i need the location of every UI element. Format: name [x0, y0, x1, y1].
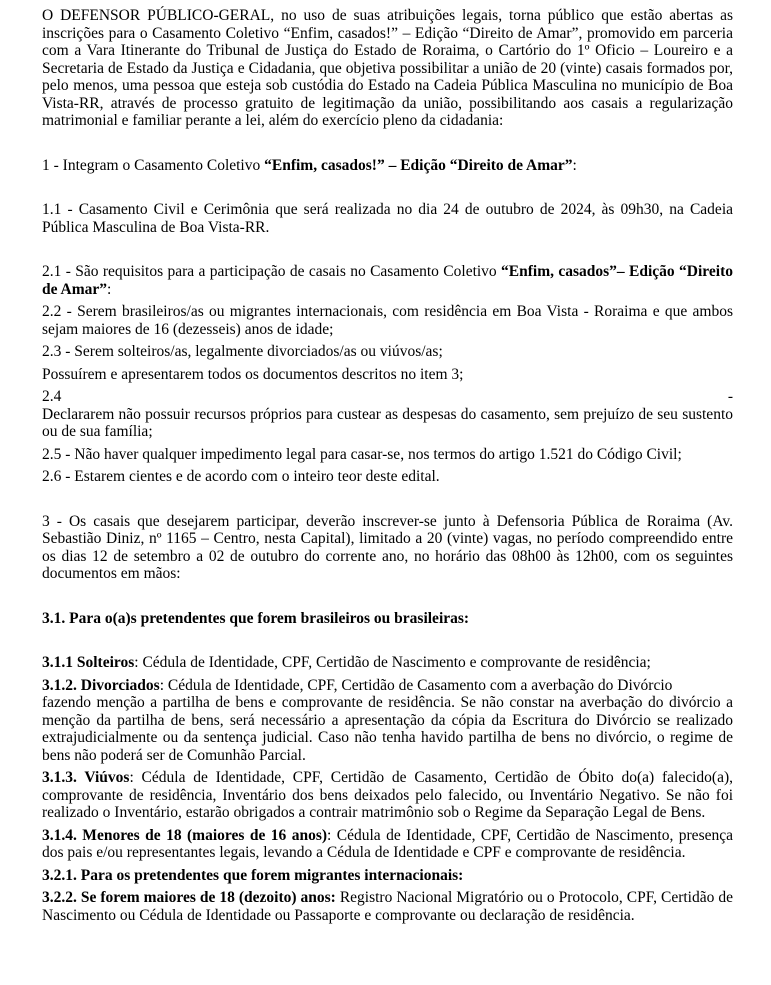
heading-3-1: 3.1. Para o(a)s pretendentes que forem brasileiros ou brasileiras:: [42, 609, 470, 627]
heading-3-2-1: 3.2.1. Para os pretendentes que forem migrantes internacionais:: [42, 866, 464, 884]
item-2-4-number-line-left: 2.4: [42, 388, 62, 405]
item-2-3-possuirem: Possuírem e apresentarem todos os documentos descritos no item 3;: [42, 365, 464, 383]
item-2-6: 2.6 - Estarem cientes e de acordo com o inteiro teor deste edital.: [42, 468, 440, 485]
item-2-5: 2.5 - Não haver qualquer impedimento legal para casar-se, nos termos do artigo 1.521 do Código Civil;: [42, 445, 682, 463]
item-2-3: 2.3 - Serem solteiros/as, legalmente divorciados/as ou viúvos/as;: [42, 343, 443, 360]
item-3-1-3: 3.1.3. Viúvos: Cédula de Identidade, CPF, Certidão de Casamento, Certidão de Óbito do(a) falecido(a), comprovante de residência, Inventário dos bens deixados pelo falecido, ou Inventário Negativo. Se não foi realizado o Inventário, estarão obrigados a contrair matrimônio sob o Regime da Separação Legal de Bens.: [42, 769, 733, 821]
item-3-2-2: 3.2.2. Se forem maiores de 18 (dezoito) anos: Registro Nacional Migratório ou o Protocolo, CPF, Certidão de Nascimento ou Cédula de Identidade ou Passaporte e comprovante ou declaração de residência.: [42, 889, 733, 924]
item-2-4-text: Declararem não possuir recursos próprios para custear as despesas do casamento, sem prejuízo de seu sustento ou de sua família;: [42, 405, 733, 440]
item-3-1-2: 3.1.2. Divorciados: Cédula de Identidade, CPF, Certidão de Casamento com a averbação do Divórcio fazendo menção a partilha de bens e comprovante de residência. Se não constar na averbação do divórcio a menção da partilha de bens, será necessário a apresentação da cópia da Escritura do Divórcio se realizado extrajudicialmente ou da sentença judicial. Caso não tenha havido partilha de bens no divórcio, o regime de bens não poderá ser de Comunhão Parcial.: [42, 676, 733, 764]
item-2-4-number-line: [42, 388, 733, 406]
document-body: [42, 7, 733, 924]
item-1-1: 1.1 - Casamento Civil e Cerimônia que será realizada no dia 24 de outubro de 2024, às 09h30, na Cadeia Pública Masculina de Boa Vista-RR.: [42, 201, 733, 236]
item-2-4-number-line-right: -: [727, 388, 733, 405]
item-3-1-1: 3.1.1 Solteiros: Cédula de Identidade, CPF, Certidão de Nascimento e comprovante de residência;: [42, 654, 651, 671]
item-3-1-4: 3.1.4. Menores de 18 (maiores de 16 anos): Cédula de Identidade, CPF, Certidão de Nascimento, presença dos pais e/ou representantes legais, levando a Cédula de Identidade e CPF e comprovante de residência.: [42, 826, 733, 861]
item-2-1: 2.1 - São requisitos para a participação de casais no Casamento Coletivo “Enfim, casados”– Edição “Direito de Amar”:: [42, 263, 733, 298]
item-1: 1 - Integram o Casamento Coletivo “Enfim, casados!” – Edição “Direito de Amar”:: [42, 156, 577, 174]
item-3: 3 - Os casais que desejarem participar, deverão inscrever-se junto à Defensoria Pública de Roraima (Av. Sebastião Diniz, nº 1165 – Centro, nesta Capital), limitado a 20 (vinte) vagas, no período compreendido entre os dias 12 de setembro a 02 de outubro do corrente ano, no horário das 08h00 às 12h00, com os seguintes documentos em mãos:: [42, 512, 733, 582]
paragraph-intro: O DEFENSOR PÚBLICO-GERAL, no uso de suas atribuições legais, torna público que estão abertas as inscrições para o Casamento Coletivo “Enfim, casados!” – Edição “Direito de Amar”, promovido em parceria com a Vara Itinerante do Tribunal de Justiça do Estado de Roraima, o Cartório do 1º Oficio – Loureiro e a Secretaria de Estado da Justiça e Cidadania, que objetiva possibilitar a união de 20 (vinte) casais formados por, pelo menos, uma pessoa que esteja sob custódia do Estado na Cadeia Pública Masculina no município de Boa Vista-RR, através de processo gratuito de legitimação da união, possibilitando aos casais a regularização matrimonial e familiar perante a lei, além do exercício pleno da cidadania:: [42, 7, 733, 129]
item-2-2: 2.2 - Serem brasileiros/as ou migrantes internacionais, com residência em Boa Vista - Roraima e que ambos sejam maiores de 16 (dezesseis) anos de idade;: [42, 303, 733, 338]
